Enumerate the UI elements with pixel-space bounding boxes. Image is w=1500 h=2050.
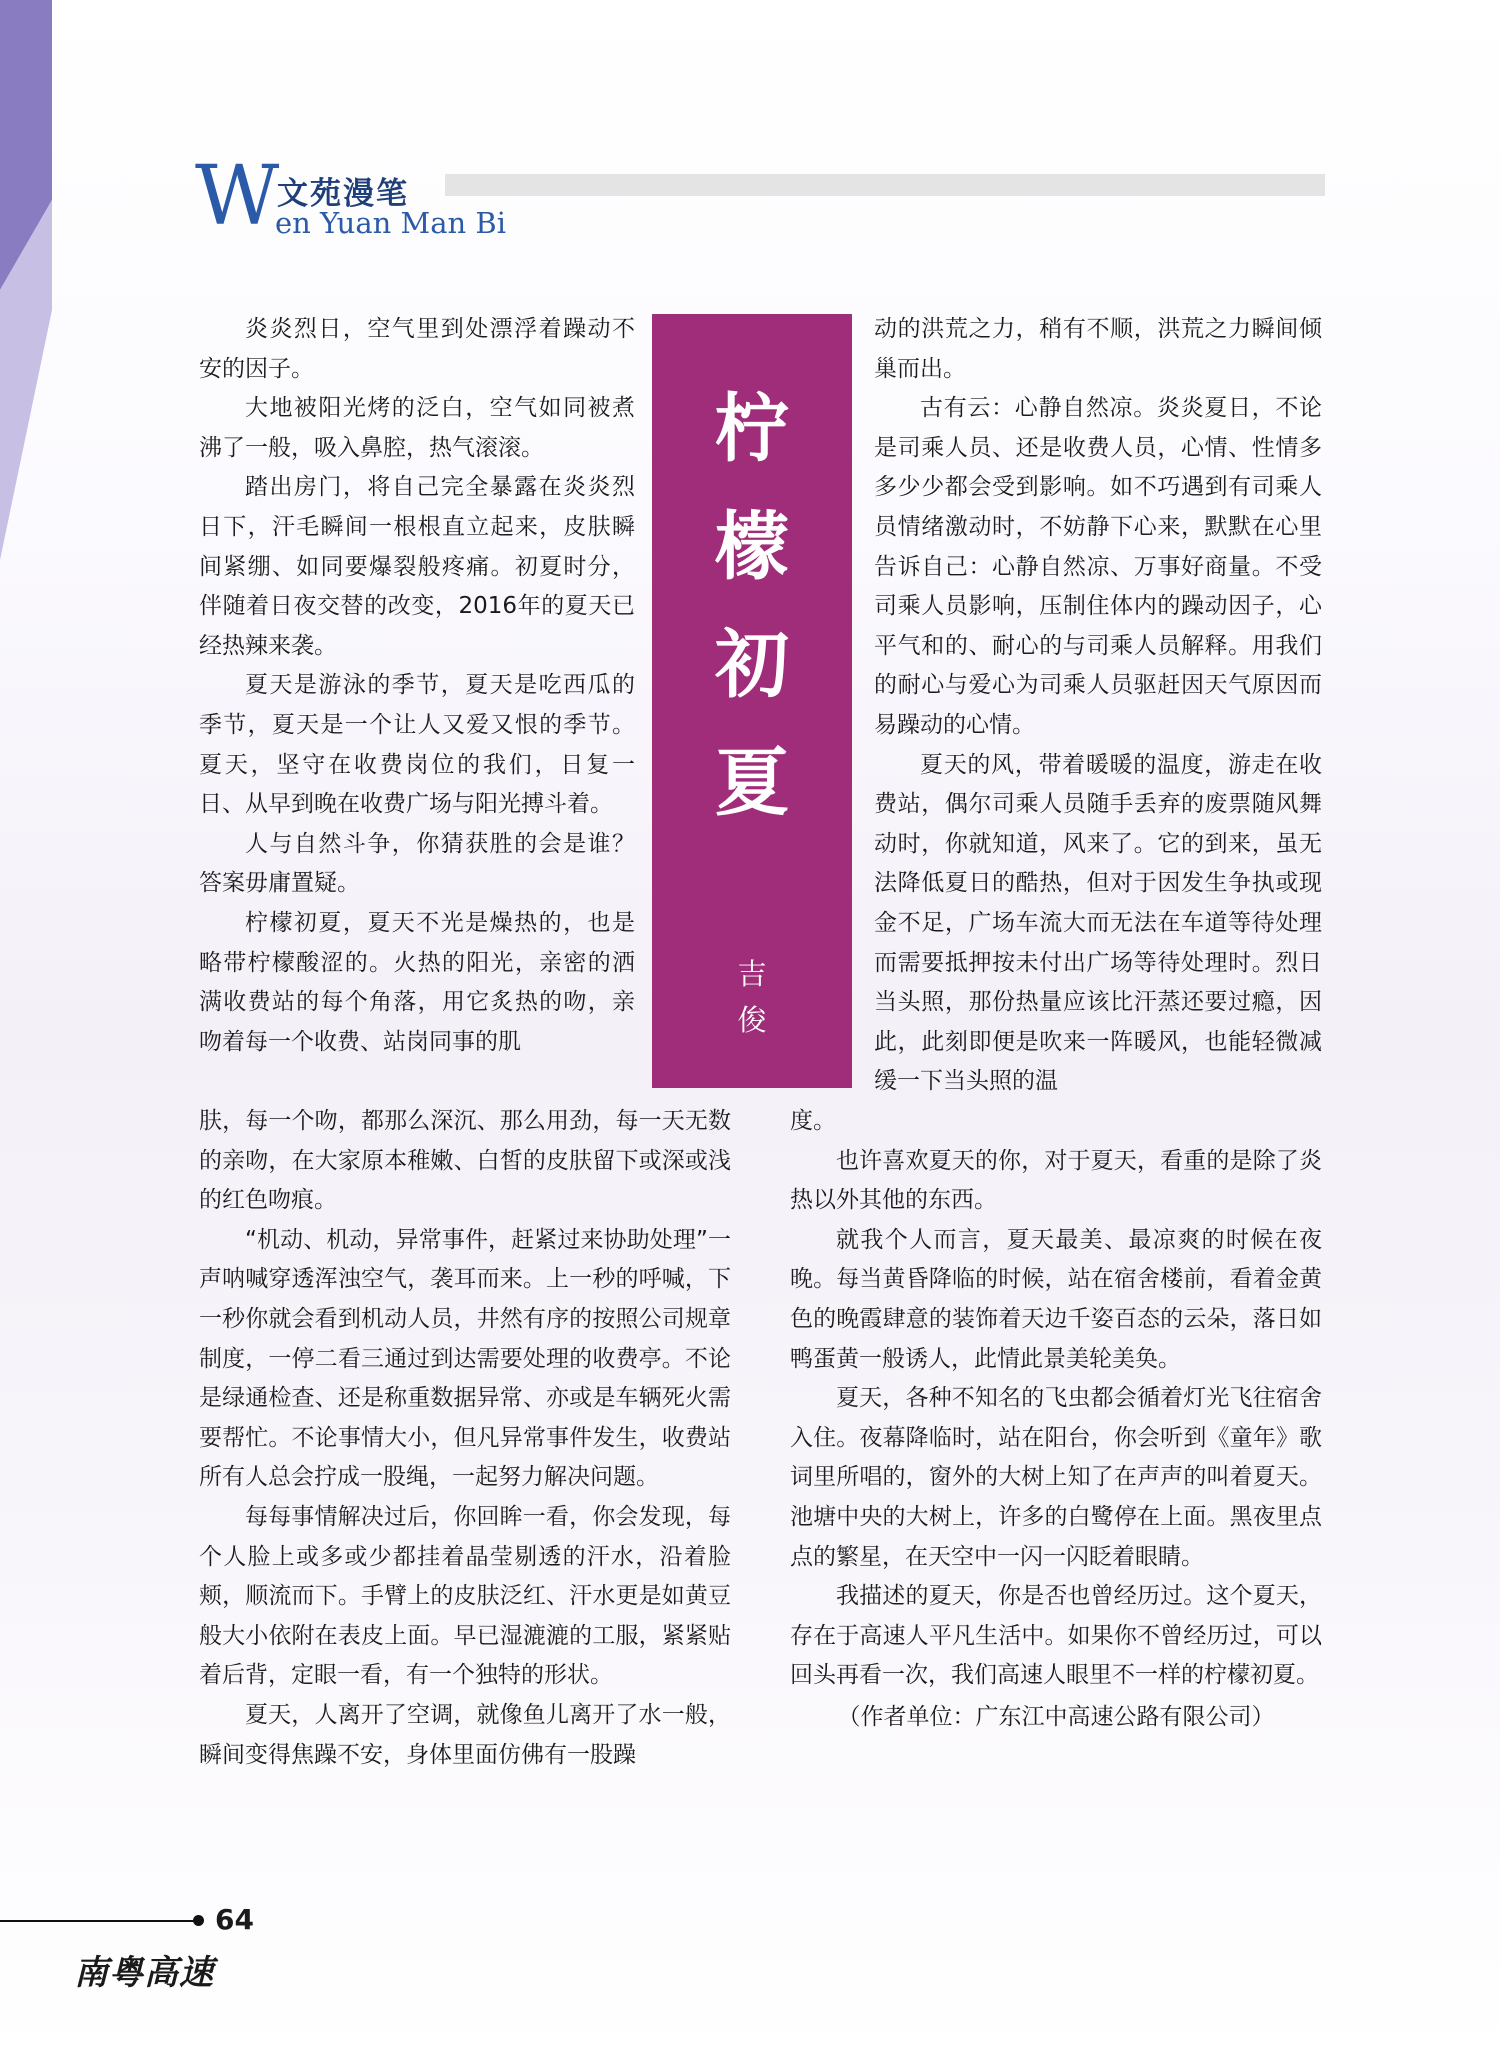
title-char: 檬 [715, 504, 789, 590]
paragraph: 夏天，各种不知名的飞虫都会循着灯光飞往宿舍入住。夜幕降临时，站在阳台，你会听到《童年》歌词里所唱的，窗外的大树上知了在声声的叫着夏天。池塘中央的大树上，许多的白鹭停在上面。黑夜里点点的繁星，在天空中一闪一闪眨着眼睛。 [790, 1385, 1322, 1570]
header-divider-bar [445, 174, 1325, 196]
author-char: 俊 [737, 1003, 767, 1037]
column-name-cn: 文苑漫笔 [277, 176, 409, 212]
paragraph: 踏出房门，将自己完全暴露在炎炎烈日下，汗毛瞬间一根根直立起来，皮肤瞬间紧绷、如同要爆裂般疼痛。初夏时分，伴随着日夜交替的改变，2016年的夏天已经热辣来袭。 [199, 474, 635, 659]
column-name-en: en Yuan Man Bi [275, 206, 507, 240]
paragraph: 肤，每一个吻，都那么深沉、那么用劲，每一天无数的亲吻，在大家原本稚嫩、白皙的皮肤留下或深或浅的红色吻痕。 [199, 1108, 731, 1214]
article-column-1 [199, 310, 635, 1062]
paragraph: 夏天的风，带着暖暖的温度，游走在收费站，偶尔司乘人员随手丢弃的废票随风舞动时，你就知道，风来了。它的到来，虽无法降低夏日的酷热，但对于因发生争执或现金不足，广场车流大而无法在车道等待处理而需要抵押按未付出广场等待处理时。烈日当头照，那份热量应该比汗蒸还要过瘾，因此，此刻即便是吹来一阵暖风，也能轻微减缓一下当头照的温 [874, 751, 1322, 1095]
article-column-1-lower [199, 1102, 731, 1775]
corner-decoration [0, 0, 60, 560]
paragraph: 每每事情解决过后，你回眸一看，你会发现，每个人脸上或多或少都挂着晶莹剔透的汗水，沿着脸颊，顺流而下。手臂上的皮肤泛红、汗水更是如黄豆般大小依附在表皮上面。早已湿漉漉的工服，紧紧贴着后背，定眼一看，有一个独特的形状。 [199, 1503, 731, 1689]
paragraph: 我描述的夏天，你是否也曾经历过。这个夏天，存在于高速人平凡生活中。如果你不曾经历过，可以回头再看一次，我们高速人眼里不一样的柠檬初夏。 [790, 1583, 1322, 1689]
page-number: 64 [215, 1903, 254, 1936]
footer-dot [193, 1915, 204, 1926]
title-char: 夏 [715, 740, 789, 826]
paragraph: 古有云：心静自然凉。炎炎夏日，不论是司乘人员、还是收费人员，心情、性情多多少少都会受到影响。如不巧遇到有司乘人员情绪激动时，不妨静下心来，默默在心里告诉自己：心静自然凉、万事好商量。不受司乘人员影响，压制住体内的躁动因子，心平气和的、耐心的与司乘人员解释。用我们的耐心与爱心为司乘人员驱赶因天气原因而易躁动的心情。 [874, 395, 1322, 738]
article-column-2-lower [790, 1102, 1322, 1738]
col1-lower-paragraphs [199, 1102, 731, 1775]
column-initial: W [195, 149, 280, 244]
col1-paragraphs [199, 310, 635, 1062]
paragraph: “机动、机动，异常事件，赶紧过来协助处理”一声呐喊穿透浑浊空气，袭耳而来。上一秒的呼喊，下一秒你就会看到机动人员，井然有序的按照公司规章制度，一停二看三通过到达需要处理的收费亭。不论是绿通检查、还是称重数据异常、亦或是车辆死火需要帮忙。不论事情大小，但凡异常事件发生，收费站所有人总会拧成一股绳，一起努力解决问题。 [199, 1226, 731, 1491]
paragraph: 就我个人而言，夏天最美、最凉爽的时候在夜晚。每当黄昏降临的时候，站在宿舍楼前，看着金黄色的晚霞肆意的装饰着天边千姿百态的云朵，落日如鸭蛋黄一般诱人，此情此景美轮美奂。 [790, 1226, 1322, 1372]
title-char: 初 [715, 622, 789, 708]
author-affiliation: （作者单位：广东江中高速公路有限公司） [837, 1703, 1275, 1730]
paragraph: 夏天，人离开了空调，就像鱼儿离开了水一般，瞬间变得焦躁不安，身体里面仿佛有一股躁 [199, 1701, 731, 1768]
paragraph: 夏天是游泳的季节，夏天是吃西瓜的季节，夏天是一个让人又爱又恨的季节。夏天，坚守在收费岗位的我们，日复一日、从早到晚在收费广场与阳光搏斗着。 [199, 672, 635, 818]
paragraph: 也许喜欢夏天的你，对于夏天，看重的是除了炎热以外其他的东西。 [790, 1147, 1322, 1214]
paragraph: 柠檬初夏，夏天不光是燥热的，也是略带柠檬酸涩的。火热的阳光，亲密的洒满收费站的每个角落，用它炙热的吻，亲吻着每一个收费、站岗同事的肌 [199, 909, 635, 1055]
col2-paragraphs [874, 310, 1322, 1102]
column-header [195, 149, 1325, 244]
paragraph: 度。 [790, 1108, 836, 1134]
author-char: 吉 [737, 957, 767, 991]
col2-lower-paragraphs [790, 1102, 1322, 1696]
title-box [652, 314, 852, 1088]
paragraph: 人与自然斗争，你猜获胜的会是谁？答案毋庸置疑。 [199, 830, 635, 897]
magazine-logo: 南粤高速 [74, 1953, 214, 1993]
paragraph: 动的洪荒之力，稍有不顺，洪荒之力瞬间倾巢而出。 [874, 316, 1322, 382]
article-column-2 [874, 310, 1322, 1102]
footer-rule [0, 1920, 200, 1922]
title-char: 柠 [715, 386, 789, 472]
paragraph: 炎炎烈日，空气里到处漂浮着躁动不安的因子。 [199, 316, 635, 382]
paragraph: 大地被阳光烤的泛白，空气如同被煮沸了一般，吸入鼻腔，热气滚滚。 [199, 395, 635, 461]
